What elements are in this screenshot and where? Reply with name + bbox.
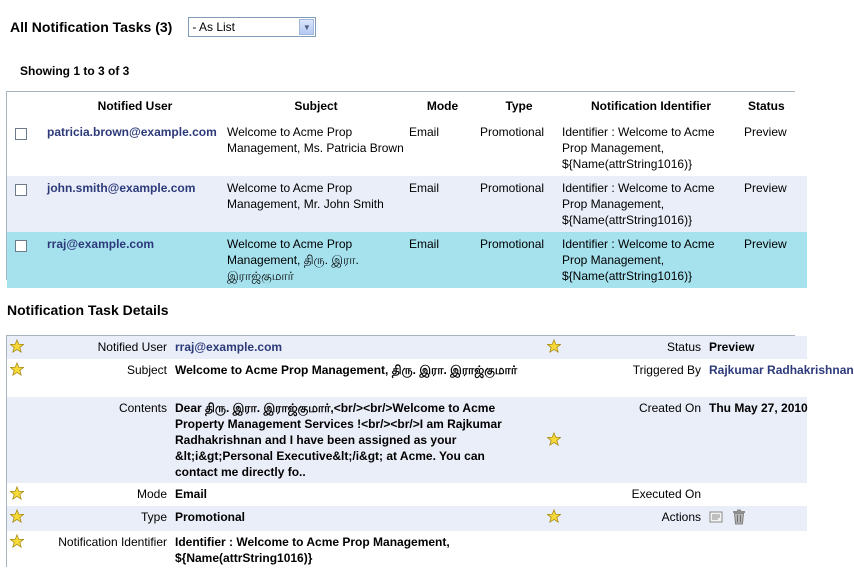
star-icon[interactable] [547, 432, 561, 446]
mode-label: Mode [27, 483, 173, 506]
chevron-down-icon[interactable]: ▼ [299, 19, 314, 35]
table-row-selected[interactable] [7, 232, 807, 288]
row-type: Promotional [478, 232, 560, 288]
row-subject: Welcome to Acme Prop Management, திரு. இரா. இராஜ்குமார் [225, 232, 407, 288]
row-checkbox[interactable] [15, 240, 27, 252]
contents-value: Dear திரு. இரா. இராஜ்குமார்,<br/><br/>Welcome to Acme Property Management Services !<br/><br/>I am Rajkumar Radhakrishnan and I have been assigned as your &lt;i&gt;Personal Executive&lt;/i&gt; at Acme. You can contact me directly fo.. [173, 397, 531, 483]
trash-icon[interactable] [732, 509, 746, 529]
col-type[interactable]: Type [478, 92, 560, 120]
row-mode: Email [407, 120, 478, 176]
detail-row-contents [7, 397, 807, 483]
row-status: Preview [742, 176, 807, 232]
status-label: Status [577, 336, 707, 359]
star-icon[interactable] [10, 534, 24, 548]
executed-on-value [707, 483, 807, 506]
row-identifier: Identifier : Welcome to Acme Prop Management, ${Name(attrString1016)} [560, 176, 742, 232]
created-on-label: Created On [577, 397, 707, 483]
triggered-by-label: Triggered By [577, 359, 707, 397]
row-identifier: Identifier : Welcome to Acme Prop Management, ${Name(attrString1016)} [560, 120, 742, 176]
row-mode: Email [407, 232, 478, 288]
table-row[interactable] [7, 120, 807, 176]
row-type: Promotional [478, 120, 560, 176]
col-status[interactable]: Status [742, 92, 807, 120]
identifier-value: Identifier : Welcome to Acme Prop Management, ${Name(attrString1016)} [173, 531, 531, 569]
row-type: Promotional [478, 176, 560, 232]
star-icon[interactable] [547, 509, 561, 523]
created-on-value: Thu May 27, 2010 [707, 397, 807, 483]
mode-value: Email [173, 483, 531, 506]
star-icon[interactable] [547, 339, 561, 353]
row-subject: Welcome to Acme Prop Management, Mr. John Smith [225, 176, 407, 232]
type-label: Type [27, 506, 173, 531]
notified-user-label: Notified User [27, 336, 173, 359]
star-icon[interactable] [10, 362, 24, 376]
edit-icon[interactable] [709, 510, 723, 528]
star-icon[interactable] [10, 339, 24, 353]
row-identifier: Identifier : Welcome to Acme Prop Management, ${Name(attrString1016)} [560, 232, 742, 288]
identifier-label: Notification Identifier [27, 531, 173, 569]
row-user-link[interactable]: patricia.brown@example.com [47, 125, 217, 139]
detail-row-subject [7, 359, 807, 397]
detail-row-type [7, 506, 807, 531]
type-value: Promotional [173, 506, 531, 531]
contents-label: Contents [27, 397, 173, 483]
col-notified-user[interactable]: Notified User [45, 92, 225, 120]
table-row[interactable] [7, 176, 807, 232]
detail-row-mode [7, 483, 807, 506]
row-status: Preview [742, 232, 807, 288]
col-subject[interactable]: Subject [225, 92, 407, 120]
row-mode: Email [407, 176, 478, 232]
col-select [7, 92, 45, 120]
page-title: All Notification Tasks (3) [10, 19, 173, 35]
row-user-link[interactable]: john.smith@example.com [47, 181, 196, 195]
row-checkbox[interactable] [15, 184, 27, 196]
row-user-link[interactable]: rraj@example.com [47, 237, 155, 251]
view-mode-value: - As List [192, 20, 236, 34]
view-mode-select[interactable] [188, 17, 316, 37]
table-header-row [7, 92, 807, 120]
notified-user-link[interactable]: rraj@example.com [175, 340, 283, 354]
executed-on-label: Executed On [577, 483, 707, 506]
row-status: Preview [742, 120, 807, 176]
col-mode[interactable]: Mode [407, 92, 478, 120]
star-icon[interactable] [10, 509, 24, 523]
star-icon[interactable] [10, 486, 24, 500]
row-subject: Welcome to Acme Prop Management, Ms. Patricia Brown [225, 120, 407, 176]
subject-value: Welcome to Acme Prop Management, திரு. இரா. இராஜ்குமார் [173, 359, 531, 397]
detail-row-identifier [7, 531, 807, 569]
actions-label: Actions [577, 506, 707, 531]
detail-row-notified-user [7, 336, 807, 359]
status-value: Preview [707, 336, 807, 359]
pagination-summary: Showing 1 to 3 of 3 [20, 64, 130, 78]
details-title: Notification Task Details [7, 302, 169, 318]
notification-task-details [6, 335, 854, 567]
subject-label: Subject [27, 359, 173, 397]
page-header [10, 17, 316, 37]
col-identifier[interactable]: Notification Identifier [560, 92, 742, 120]
row-checkbox[interactable] [15, 128, 27, 140]
notification-task-list [6, 91, 795, 283]
triggered-by-link[interactable]: Rajkumar Radhakrishnan [709, 363, 854, 377]
